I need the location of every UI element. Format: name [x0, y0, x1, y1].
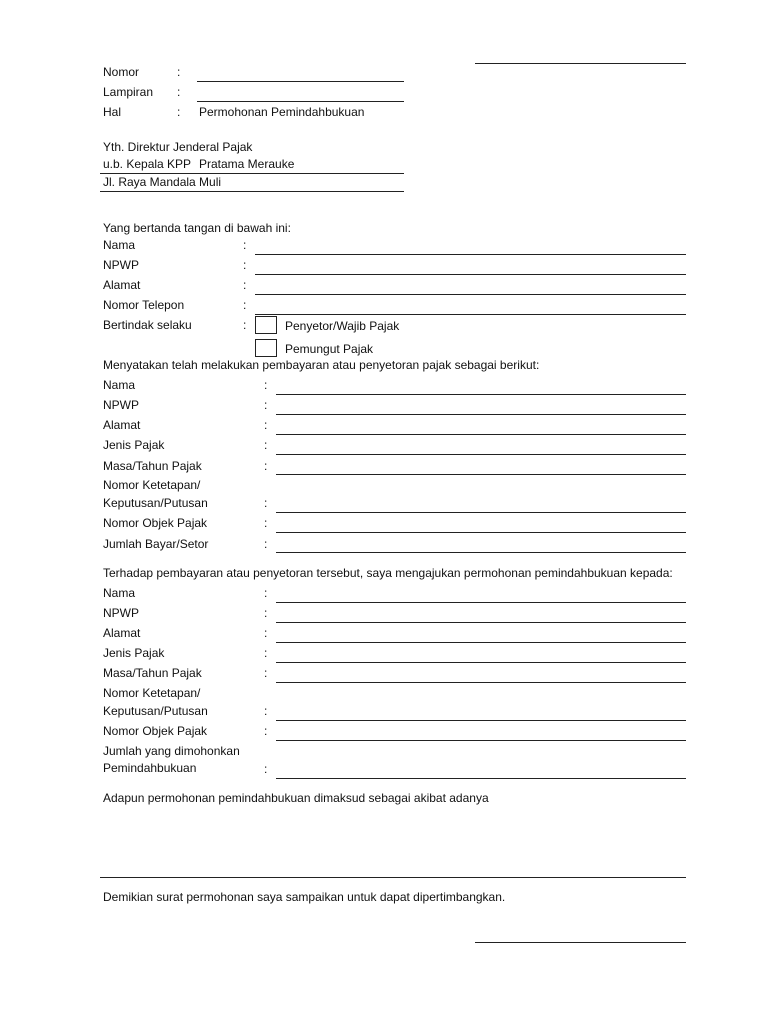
payment-jenis-colon: : [264, 438, 268, 452]
payment-jumlah-label: Jumlah Bayar/Setor [103, 537, 209, 551]
transfer-alamat-field[interactable] [276, 642, 686, 643]
applicant-nama-colon: : [243, 238, 247, 252]
recipient-line2-prefix: u.b. Kepala KPP [103, 157, 192, 171]
payment-npwp-label: NPWP [103, 398, 139, 412]
payment-jenis-field[interactable] [276, 454, 686, 455]
hal-label: Hal [103, 105, 122, 119]
applicant-bertindak-label: Bertindak selaku [103, 318, 192, 332]
transfer-masa-colon: : [264, 666, 268, 680]
transfer-jenis-field[interactable] [276, 662, 686, 663]
transfer-objek-label: Nomor Objek Pajak [103, 724, 208, 738]
transfer-jumlah-label-1: Jumlah yang dimohonkan [103, 744, 240, 758]
transfer-alamat-colon: : [264, 626, 268, 640]
transfer-ketetapan-colon: : [264, 704, 268, 718]
recipient-line1: Yth. Direktur Jenderal Pajak [103, 140, 253, 154]
payment-jumlah-colon: : [264, 537, 268, 551]
transfer-jumlah-field[interactable] [276, 778, 686, 779]
payment-nama-label: Nama [103, 378, 136, 392]
penyetor-label: Penyetor/Wajib Pajak [285, 319, 400, 333]
pemungut-label: Pemungut Pajak [285, 342, 374, 356]
applicant-telepon-colon: : [243, 298, 247, 312]
payment-nama-colon: : [264, 378, 268, 392]
recipient-kpp-name: Pratama Merauke [199, 157, 295, 171]
payment-objek-colon: : [264, 516, 268, 530]
signature-line[interactable] [475, 942, 686, 943]
applicant-alamat-label: Alamat [103, 278, 141, 292]
applicant-alamat-colon: : [243, 278, 247, 292]
lampiran-colon: : [177, 85, 181, 99]
transfer-npwp-colon: : [264, 606, 268, 620]
transfer-intro: Terhadap pembayaran atau penyetoran tersebut, saya mengajukan permohonan pemindahbukuan kepada: [103, 566, 673, 580]
applicant-nama-field[interactable] [255, 254, 686, 255]
recipient-line3-underline[interactable] [100, 191, 404, 192]
transfer-objek-colon: : [264, 724, 268, 738]
payment-ketetapan-colon: : [264, 496, 268, 510]
applicant-npwp-colon: : [243, 258, 247, 272]
nomor-colon: : [177, 65, 181, 79]
applicant-nama-label: Nama [103, 238, 136, 252]
transfer-nama-colon: : [264, 586, 268, 600]
payment-intro: Menyatakan telah melakukan pembayaran atau penyetoran pajak sebagai berikut: [103, 358, 540, 372]
applicant-npwp-label: NPWP [103, 258, 139, 272]
payment-objek-label: Nomor Objek Pajak [103, 516, 208, 530]
hal-value: Permohonan Pemindahbukuan [199, 105, 365, 119]
applicant-telepon-label: Nomor Telepon [103, 298, 185, 312]
transfer-ketetapan-label-1: Nomor Ketetapan/ [103, 686, 201, 700]
transfer-masa-label: Masa/Tahun Pajak [103, 666, 202, 680]
applicant-npwp-field[interactable] [255, 274, 686, 275]
transfer-ketetapan-label-2: Keputusan/Putusan [103, 704, 208, 718]
transfer-jumlah-label-2: Pemindahbukuan [103, 761, 197, 775]
payment-jumlah-field[interactable] [276, 552, 686, 553]
payment-alamat-label: Alamat [103, 418, 141, 432]
payment-masa-field[interactable] [276, 474, 686, 475]
transfer-ketetapan-field[interactable] [276, 720, 686, 721]
nomor-field[interactable] [197, 81, 404, 82]
transfer-masa-field[interactable] [276, 682, 686, 683]
penyetor-checkbox[interactable] [255, 316, 277, 334]
payment-npwp-field[interactable] [276, 414, 686, 415]
payment-alamat-colon: : [264, 418, 268, 432]
closing-text: Demikian surat permohonan saya sampaikan untuk dapat dipertimbangkan. [103, 890, 506, 904]
payment-masa-label: Masa/Tahun Pajak [103, 459, 202, 473]
reason-field[interactable] [100, 877, 686, 878]
payment-ketetapan-field[interactable] [276, 512, 686, 513]
transfer-alamat-label: Alamat [103, 626, 141, 640]
nomor-label: Nomor [103, 65, 140, 79]
payment-alamat-field[interactable] [276, 434, 686, 435]
payment-npwp-colon: : [264, 398, 268, 412]
payment-objek-field[interactable] [276, 532, 686, 533]
applicant-telepon-field[interactable] [255, 314, 686, 315]
applicant-intro: Yang bertanda tangan di bawah ini: [103, 221, 291, 235]
payment-ketetapan-label-2: Keputusan/Putusan [103, 496, 208, 510]
pemungut-checkbox[interactable] [255, 339, 277, 357]
reason-text: Adapun permohonan pemindahbukuan dimaksud sebagai akibat adanya [103, 791, 489, 805]
lampiran-field[interactable] [197, 101, 404, 102]
applicant-bertindak-colon: : [243, 318, 247, 332]
transfer-jenis-label: Jenis Pajak [103, 646, 165, 660]
applicant-alamat-field[interactable] [255, 294, 686, 295]
transfer-npwp-field[interactable] [276, 622, 686, 623]
recipient-line3: Jl. Raya Mandala Muli [103, 175, 222, 189]
payment-jenis-label: Jenis Pajak [103, 438, 165, 452]
transfer-npwp-label: NPWP [103, 606, 139, 620]
transfer-jenis-colon: : [264, 646, 268, 660]
transfer-jumlah-colon: : [264, 762, 268, 776]
date-line[interactable] [475, 63, 686, 64]
transfer-nama-label: Nama [103, 586, 136, 600]
payment-masa-colon: : [264, 459, 268, 473]
recipient-line2-underline[interactable] [100, 173, 404, 174]
hal-colon: : [177, 105, 181, 119]
payment-nama-field[interactable] [276, 394, 686, 395]
payment-ketetapan-label-1: Nomor Ketetapan/ [103, 478, 201, 492]
transfer-nama-field[interactable] [276, 602, 686, 603]
transfer-objek-field[interactable] [276, 740, 686, 741]
lampiran-label: Lampiran [103, 85, 154, 99]
